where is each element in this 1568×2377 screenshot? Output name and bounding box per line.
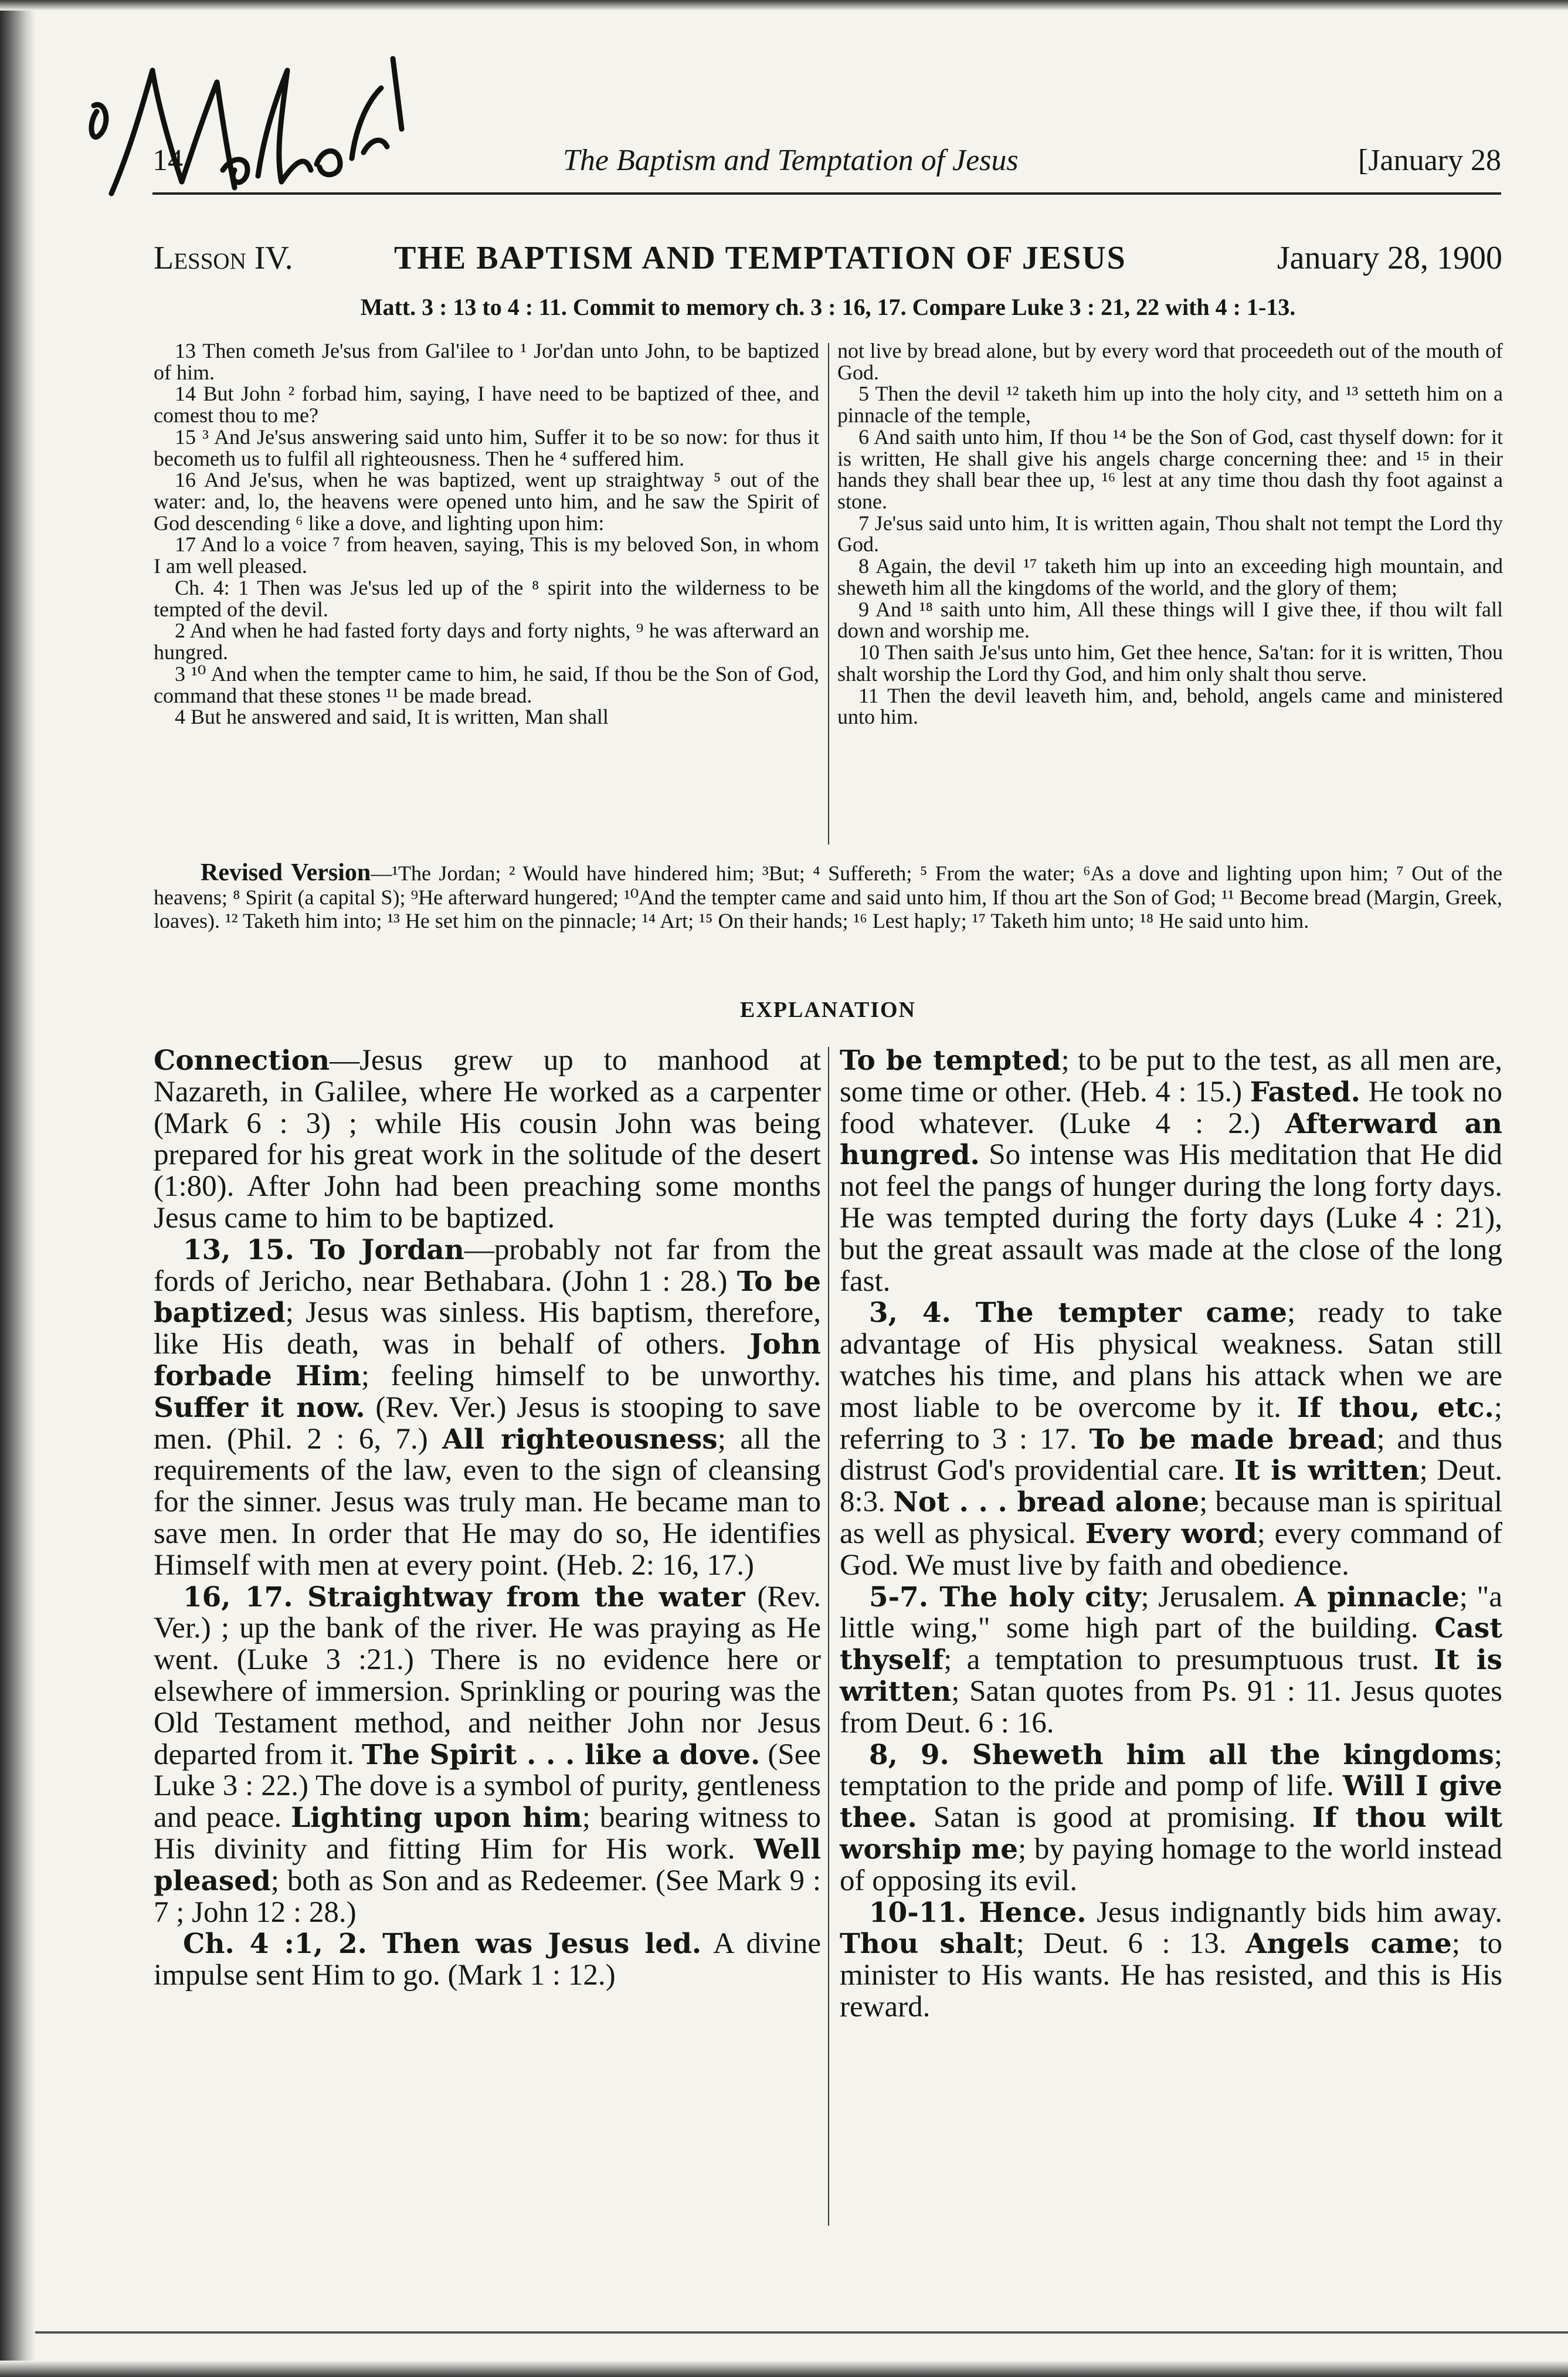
explanation-keyword: Cast thyself xyxy=(840,1612,1502,1677)
explanation-paragraph xyxy=(154,1582,821,1929)
explanation-text: ; because man is spiritual as well as physical. xyxy=(840,1486,1503,1550)
explanation-keyword: 5-7. The holy city xyxy=(869,1581,1141,1613)
explanation-text: (See Luke 3 : 22.) The dove is a symbol of purity, gentleness and peace. xyxy=(154,1738,822,1835)
explanation-text: (Rev. Ver.) ; up the bank of the river. He was praying as He went. (Luke 3 :21.) There is no evidence here or elsewhere of immersion. Sprinkling or pouring was the Old Testament method, and neither John nor Jesus departed from it. xyxy=(154,1580,822,1771)
explanation-column-divider xyxy=(828,1047,829,2226)
explanation-text: Jesus indignantly bids him away. xyxy=(1086,1896,1502,1929)
explanation-text: ; and thus distrust God's providential care. xyxy=(840,1422,1502,1487)
explanation-keyword: To be baptized xyxy=(154,1265,822,1330)
revised-version-text: —¹The Jordan; ² Would have hindered him; ³But; ⁴ Suffereth; ⁵ From the water; ⁶As a dove and lighting upon him; ⁷ Out of the heavens; ⁸ Spirit (a capital S); ⁹He afterward hungered; ¹⁰And the tempter came and said unto him, If thou art the Son of God; ¹¹ Become bread (Margin, Greek, loaves). ¹² Taketh him into; ¹³ He set him on the pinnacle; ¹⁴ Art; ¹⁵ On their hands; ¹⁶ Lest haply; ¹⁷ Taketh him unto; ¹⁸ He said unto him. xyxy=(154,862,1502,933)
explanation-paragraph xyxy=(840,1897,1502,2023)
scripture-reference: Matt. 3 : 13 to 4 : 11. Commit to memory ch. 3 : 16, 17. Compare Luke 3 : 21, 22 with 4 : 1-13. xyxy=(360,294,1296,320)
scan-top-edge xyxy=(0,0,1568,11)
verse: 4 But he answered and said, It is written, Man shall xyxy=(175,705,609,729)
explanation-text: ; Jerusalem. xyxy=(1141,1580,1295,1613)
verse: 8 Again, the devil ¹⁷ taketh him up into an exceeding high mountain, and sheweth him all the kingdoms of the world, and the glory of them; xyxy=(837,554,1503,599)
verse: 2 And when he had fasted forty days and forty nights, ⁹ he was afterward an hungred. xyxy=(154,619,819,664)
explanation-keyword: A pinnacle xyxy=(1294,1581,1460,1613)
explanation-paragraph xyxy=(840,1582,1502,1739)
explanation-paragraph xyxy=(840,1045,1502,1297)
explanation-paragraph xyxy=(840,1297,1502,1581)
verse: 9 And ¹⁸ saith unto him, All these things will I give thee, if thou wilt fall down and worship me. xyxy=(837,597,1503,643)
explanation-text: ; every command of God. We must live by faith and obedience. xyxy=(840,1517,1502,1582)
verse: 16 And Je'sus, when he was baptized, went up straightway ⁵ out of the water: and, lo, the heavens were opened unto him, and he saw the Spirit of God descending ⁶ like a dove, and lighting upon him: xyxy=(154,468,819,535)
explanation-text: ; "a little wing," some high part of the building. xyxy=(840,1580,1502,1645)
explanation-keyword: Lighting upon him xyxy=(291,1802,582,1835)
explanation-text: ; a temptation to presumptuous trust. xyxy=(943,1643,1434,1677)
explanation-title: EXPLANATION xyxy=(740,998,916,1022)
lesson-title: THE BAPTISM AND TEMPTATION OF JESUS xyxy=(394,240,1126,276)
verse: 3 ¹⁰ And when the tempter came to him, he said, If thou be the Son of God, command that these stones ¹¹ be made bread. xyxy=(154,662,819,707)
explanation-keyword: Ch. 4 :1, 2. Then was Jesus led. xyxy=(183,1928,702,1961)
running-title: The Baptism and Temptation of Jesus xyxy=(563,144,1019,177)
verse: 15 ³ And Je'sus answering said unto him, Suffer it to be so now: for thus it becometh us to fulfil all righteousness. Then he ⁴ suffered him. xyxy=(154,425,819,470)
explanation-text: —Jesus grew up to manhood at Nazareth, in Galilee, where He worked as a carpenter (Mark 6 : 3) ; while His cousin John was being prepared for his great work in the solitude of the desert (1:80). After John had been preaching some months Jesus came to him to be baptized. xyxy=(154,1044,821,1235)
explanation-text: ; by paying homage to the world instead of opposing its evil. xyxy=(840,1832,1502,1897)
bottom-rule xyxy=(35,2331,1568,2334)
explanation-keyword: All righteousness xyxy=(442,1423,718,1456)
explanation-paragraph xyxy=(840,1739,1502,1897)
verse: 6 And saith unto him, If thou ¹⁴ be the Son of God, cast thyself down: for it is written, He shall give his angels charge concerning thee: and ¹⁵ in their hands they shall bear thee up, ¹⁶ lest at any time thou dash thy foot against a stone. xyxy=(837,425,1503,514)
lesson-number: Lesson IV. xyxy=(154,240,293,276)
verse: not live by bread alone, but by every word that proceedeth out of the mouth of God. xyxy=(837,339,1503,384)
verse-column-divider xyxy=(828,343,829,845)
explanation-keyword: It is written xyxy=(840,1644,1502,1708)
explanation-keyword: Well pleased xyxy=(154,1833,821,1897)
verse: 5 Then the devil ¹² taketh him up into the holy city, and ¹³ setteth him on a pinnacle of the temple, xyxy=(837,382,1503,428)
revised-version-notes xyxy=(154,859,1502,933)
explanation-text: ; Satan quotes from Ps. 91 : 11. Jesus quotes from Deut. 6 : 16. xyxy=(840,1674,1502,1739)
explanation-keyword: John forbade Him xyxy=(154,1328,821,1392)
explanation-keyword: 3, 4. The tempter came xyxy=(869,1297,1287,1330)
header-rule xyxy=(152,192,1501,195)
explanation-keyword: Suffer it now. xyxy=(154,1391,365,1424)
page-number: 14 xyxy=(152,144,183,177)
verses-left-column xyxy=(154,340,819,728)
explanation-text: ; bearing witness to His divinity and fitting Him for His work. xyxy=(154,1801,822,1866)
explanation-keyword: Connection xyxy=(154,1045,330,1077)
explanation-text: ; both as Son and as Redeemer. (See Mark 9 : 7 ; John 12 : 28.) xyxy=(154,1864,821,1929)
explanation-paragraph xyxy=(154,1235,821,1582)
lesson-date: January 28, 1900 xyxy=(1277,240,1502,276)
explanation-keyword: If thou, etc. xyxy=(1297,1391,1494,1424)
explanation-keyword: 13, 15. To Jordan xyxy=(183,1233,464,1266)
explanation-text: —probably not far from the fords of Jericho, near Bethabara. (John 1 : 28.) xyxy=(154,1233,821,1298)
explanation-text: ; Jesus was sinless. His baptism, therefore, like His death, was in behalf of others. xyxy=(154,1296,821,1361)
explanation-keyword: 10-11. Hence. xyxy=(869,1896,1087,1929)
running-date: [January 28 xyxy=(1357,144,1501,177)
explanation-text: Satan is good at promising. xyxy=(917,1801,1312,1835)
scan-bottom-edge xyxy=(0,2361,1568,2377)
explanation-text: So intense was His meditation that He did not feel the pangs of hunger during the long forty days. He was tempted during the forty days (Luke 4 : 21), but the great assault was made at the close of the long fast. xyxy=(840,1138,1502,1298)
verse: 17 And lo a voice ⁷ from heaven, saying, This is my beloved Son, in whom I am well pleased. xyxy=(154,533,819,578)
verse: 10 Then saith Je'sus unto him, Get thee hence, Sa'tan: for it is written, Thou shalt worship the Lord thy God, and him only shalt thou serve. xyxy=(837,640,1503,686)
verse: 7 Je'sus said unto him, It is written again, Thou shalt not tempt the Lord thy God. xyxy=(837,511,1503,557)
explanation-keyword: Fasted. xyxy=(1250,1076,1360,1108)
explanation-text: ; to minister to His wants. He has resisted, and this is His reward. xyxy=(840,1927,1503,2023)
explanation-text: ; all the requirements of the law, even to the sign of cleansing for the sinner. Jesus was truly man. He became man to save men. In order that He may do so, He identifies Himself with men at every point. (Heb. 2: 16, 17.) xyxy=(154,1422,821,1582)
explanation-text: ; temptation to the pride and pomp of life. xyxy=(840,1738,1502,1803)
explanation-text: He took no food whatever. (Luke 4 : 2.) xyxy=(840,1075,1502,1140)
explanation-keyword: Afterward an hungred. xyxy=(840,1107,1503,1172)
explanation-keyword: It is written xyxy=(1234,1454,1420,1487)
explanation-text: ; ready to take advantage of His physical weakness. Satan still watches his time, and plans his attack when we are most liable to be overcome by it. xyxy=(840,1296,1502,1424)
explanation-text: A divine impulse sent Him to go. (Mark 1 : 12.) xyxy=(154,1927,821,1992)
verses-right-column xyxy=(837,340,1503,728)
explanation-keyword: The Spirit . . . like a dove. xyxy=(362,1738,761,1771)
verse: 11 Then the devil leaveth him, and, behold, angels came and ministered unto him. xyxy=(837,683,1503,729)
scan-left-edge xyxy=(0,0,35,2377)
explanation-paragraph xyxy=(154,1928,821,1992)
explanation-text: ; Deut. 6 : 13. xyxy=(1016,1927,1246,1961)
explanation-keyword: If thou wilt worship me xyxy=(840,1802,1503,1866)
explanation-text: ; to be put to the test, as all men are, some time or other. (Heb. 4 : 15.) xyxy=(840,1044,1503,1108)
explanation-paragraph xyxy=(154,1045,821,1235)
verse: 14 But John ² forbad him, saying, I have need to be baptized of thee, and comest thou to me? xyxy=(154,382,819,428)
explanation-keyword: To be tempted xyxy=(840,1045,1061,1077)
explanation-text: (Rev. Ver.) Jesus is stooping to save men. (Phil. 2 : 6, 7.) xyxy=(154,1391,821,1456)
verse: Ch. 4: 1 Then was Je'sus led up of the ⁸ spirit into the wilderness to be tempted of the devil. xyxy=(154,575,819,621)
running-head xyxy=(152,140,1501,187)
explanation-right-column xyxy=(840,1045,1502,2023)
explanation-text: ; referring to 3 : 17. xyxy=(840,1391,1502,1456)
explanation-keyword: To be made bread xyxy=(1089,1423,1377,1456)
explanation-keyword: Every word xyxy=(1085,1517,1257,1550)
explanation-keyword: Thou shalt xyxy=(840,1928,1016,1961)
explanation-text: ; feeling himself to be unworthy. xyxy=(361,1359,822,1392)
explanation-keyword: Will I give thee. xyxy=(840,1770,1502,1835)
explanation-keyword: 16, 17. Straightway from the water xyxy=(183,1581,745,1613)
explanation-text: ; Deut. 8:3. xyxy=(840,1454,1502,1519)
explanation-keyword: Not . . . bread alone xyxy=(893,1486,1200,1519)
revised-version-label: Revised Version xyxy=(201,859,371,886)
lesson-heading xyxy=(154,239,1502,286)
explanation-keyword: Angels came xyxy=(1245,1928,1452,1961)
verse: 13 Then cometh Je'sus from Gal'ilee to ¹ Jor'dan unto John, to be baptized of him. xyxy=(154,339,819,384)
explanation-left-column xyxy=(154,1045,821,1992)
explanation-keyword: 8, 9. Sheweth him all the kingdoms xyxy=(869,1738,1494,1771)
